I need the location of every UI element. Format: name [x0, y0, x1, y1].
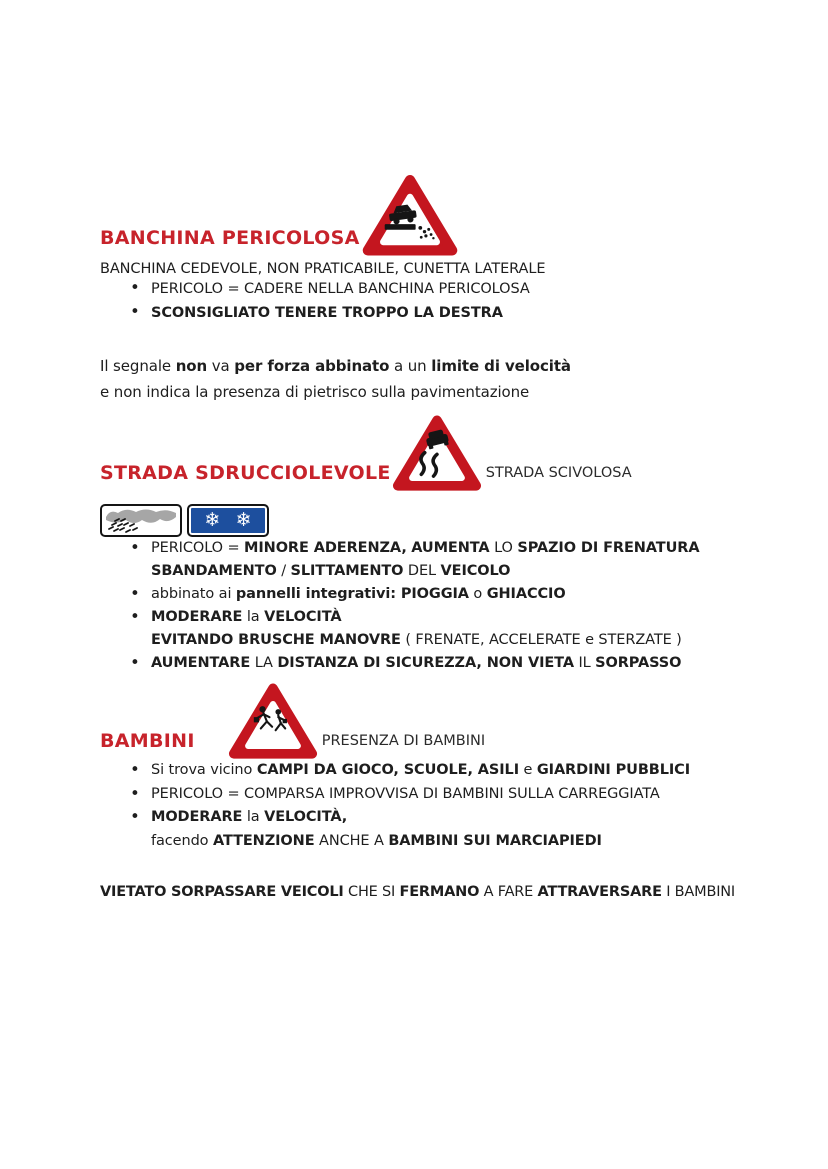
- footer-note: VIETATO SORPASSARE VEICOLI CHE SI FERMANO A FARE ATTRAVERSARE I BAMBINI: [100, 884, 736, 900]
- section-header: [100, 409, 732, 491]
- list-item: • abbinato ai pannelli integrativi: PIOGGIA o GHIACCIO: [130, 583, 732, 606]
- section-bambini: [100, 677, 736, 903]
- rain-panel-icon: [100, 504, 182, 537]
- list-item: • Si trova vicino CAMPI DA GIOCO, SCUOLE, ASILI e GIARDINI PUBBLICI: [130, 759, 732, 783]
- section-title-sdrucciolevole: STRADA SDRUCCIOLEVOLE: [100, 462, 391, 484]
- section-header: [100, 168, 732, 256]
- page-content: [100, 168, 736, 903]
- strada-sdrucciolevole-sign-icon: [391, 409, 483, 491]
- supplementary-panels: [100, 504, 732, 537]
- list-item: • PERICOLO = CADERE NELLA BANCHINA PERICOLOSA: [130, 277, 732, 301]
- list-item: • MODERARE la VELOCITÀ, facendo ATTENZIONE ANCHE A BAMBINI SUI MARCIAPIEDI: [130, 806, 732, 853]
- snowflake-icon: ❄: [204, 508, 221, 531]
- note-line: e non indica la presenza di pietrisco sulla pavimentazione: [100, 383, 530, 401]
- snowflake-icon: ❄: [235, 508, 252, 531]
- section-title-bambini: BAMBINI: [100, 730, 195, 752]
- ice-panel-icon: [187, 504, 269, 537]
- banchina-pericolosa-sign-icon: [360, 168, 460, 256]
- list-item: • PERICOLO = COMPARSA IMPROVVISA DI BAMBINI SULLA CARREGGIATA: [130, 783, 732, 807]
- banchina-note: [100, 353, 732, 405]
- note-line: Il segnale non va per forza abbinato a un limite di velocità: [100, 357, 571, 375]
- bambini-bullet-list: [100, 759, 732, 853]
- section-strada-sdrucciolevole: [100, 409, 732, 675]
- sign-caption-scivolosa: STRADA SCIVOLOSA: [485, 465, 632, 481]
- sign-caption-bambini: PRESENZA DI BAMBINI: [321, 733, 486, 749]
- section-subtitle-banchina: BANCHINA CEDEVOLE, NON PRATICABILE, CUNETTA LATERALE: [100, 261, 546, 277]
- bambini-sign-icon: [227, 677, 319, 759]
- list-item: • AUMENTARE LA DISTANZA DI SICUREZZA, NON VIETA IL SORPASSO: [130, 652, 732, 675]
- section-header: [100, 677, 732, 759]
- list-item: • PERICOLO = MINORE ADERENZA, AUMENTA LO SPAZIO DI FRENATURA SBANDAMENTO / SLITTAMENTO DEL VEICOLO: [130, 537, 732, 583]
- list-item: • MODERARE la VELOCITÀ EVITANDO BRUSCHE MANOVRE ( FRENATE, ACCELERATE e STERZATE ): [130, 606, 732, 652]
- banchina-bullet-list: [100, 277, 732, 325]
- section-banchina-pericolosa: [100, 168, 732, 405]
- sdrucciolevole-bullet-list: [100, 537, 732, 675]
- section-title-banchina: BANCHINA PERICOLOSA: [100, 227, 360, 249]
- list-item: • SCONSIGLIATO TENERE TROPPO LA DESTRA: [130, 301, 732, 325]
